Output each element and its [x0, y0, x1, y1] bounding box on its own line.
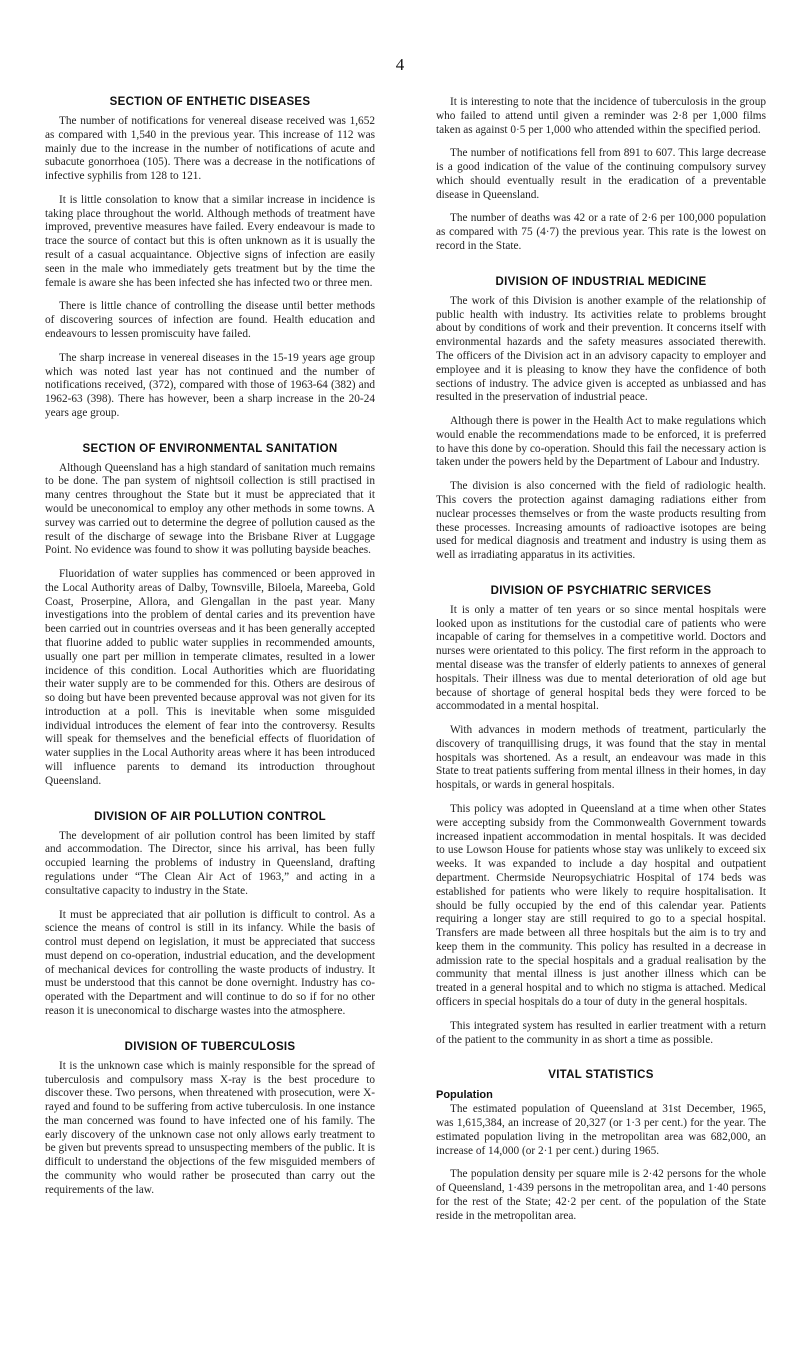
- section-enthetic-diseases: [45, 96, 375, 421]
- section-industrial-medicine: [436, 276, 766, 563]
- paragraph: This policy was adopted in Queensland at a time when other States were accepting subsidy from the Commonwealth Government towards increased inpatient accommodation in mental hospitals. It was decided to use Lowson House for patients whose stay was unlikely to exceed six weeks. It was expanded to include a day hospital and outpatient department. Chermside Neuropsychiatric Hospital of 174 beds was established for patients who were likely to require hospitalisation. It should be fully occupied by the end of this calendar year. Patients requiring a longer stay are still required to go to a special hospital. Transfers are made between all three hospitals but the aim is to try and keep them in the community. This policy has resulted in a decrease in admission rate to the special hospitals and a gradual realisation by the community that mental illness is just another illness which can be treated in a general hospital and to which no stigma is attached. Medical officers in special hospitals do a tour of duty in the general hospitals.: [436, 803, 766, 1008]
- left-column: [45, 96, 375, 1220]
- paragraph: It is the unknown case which is mainly responsible for the spread of tuberculosis and compulsory mass X-ray is the best procedure to discover these. Two persons, when threatened with prosecution, were X-rayed and found to be suffering from active tuberculosis. In one instance the man concerned was found to have infected one of his family. The early discovery of the unknown case not only allows early treatment to be given but prevents spread to unsuspecting members of the public. It is difficult to understand the objections of the few misguided members of the community who would rather be prosecuted than carry out the requirements of the law.: [45, 1059, 375, 1196]
- paragraph: The work of this Division is another example of the relationship of public health with industry. Its activities relate to problems brought about by conditions of work and their prevention. It concerns itself with environmental hazards and the safety measures associated therewith. The officers of the Division act in an advisory capacity to employer and employee and it is pleasing to know they have the confidence of both sections of industry. The advice given is accepted as unbiassed and has resulted in the preservation of industrial peace.: [436, 294, 766, 404]
- paragraph: The number of notifications for venereal disease received was 1,652 as compared with 1,540 in the previous year. This increase of 112 was mainly due to the increase in the number of notifications of acute and subacute gonorrhoea (105). There was a decrease in the notifications of infective syphilis from 128 to 121.: [45, 115, 375, 183]
- paragraph: The number of deaths was 42 or a rate of 2·6 per 100,000 population as compared with 75 (4·7) the previous year. This rate is the lowest on record in the State.: [436, 212, 766, 253]
- paragraph: The estimated population of Queensland at 31st December, 1965, was 1,615,384, an increase of 20,327 (or 1·3 per cent.) for the year. The estimated population living in the metropolitan area was 682,000, an increase of 14,000 (or 2·1 per cent.) during 1965.: [436, 1103, 766, 1157]
- section-tuberculosis-continued: [436, 96, 766, 254]
- section-vital-statistics: [436, 1069, 766, 1223]
- paragraph: The number of notifications fell from 891 to 607. This large decrease is a good indication of the value of the continuing compulsory survey which should eventually result in the eradication of a preventable disease in Queensland.: [436, 147, 766, 201]
- paragraph: Although there is power in the Health Act to make regulations which would enable the recommendations made to be enforced, it is preferred to have this done by co-operation. Should this fail the necessary action is taken under the powers held by the Department of Labour and Industry.: [436, 415, 766, 469]
- section-heading: DIVISION OF TUBERCULOSIS: [124, 1040, 296, 1053]
- section-heading: DIVISION OF PSYCHIATRIC SERVICES: [490, 584, 712, 597]
- paragraph: The sharp increase in venereal diseases in the 15-19 years age group which was noted last year has not continued and the number of notifications received, (372), compared with those of 1963-64 (382) and 1962-63 (398). There has however, been a sharp increase in the 20-24 years age group.: [45, 351, 375, 419]
- section-tuberculosis: [45, 1041, 375, 1198]
- paragraph: Fluoridation of water supplies has commenced or been approved in the Local Authority areas of Dalby, Townsville, Biloela, Mareeba, Gold Coast, Proserpine, Allora, and Glengallan in the past year. Many investigations into the problem of dental caries and its prevention have been carried out in countries overseas and it has been generally accepted that fluorine added to public water supplies in recommended amounts, usually one part per million in temperate climates, resulted in a lower incidence of this condition. Local Authorities which are fluoridating their water supply are to be commended for this. Others are desirous of so doing but have been prevented because approval was not given for its introduction at a poll. This is inevitable when some misguided individual introduces the element of fear into the controversy. Results will speak for themselves and the beneficial effects of fluoridation of water supplies in the Local Authority areas where it has been introduced will influence parents to demand its introduction throughout Queensland.: [45, 568, 375, 787]
- paragraph: With advances in modern methods of treatment, particularly the discovery of tranquillising drugs, it was found that the stay in mental hospitals was shortened. As a result, an endeavour was made in this State to treat patients suffering from mental illness in their homes, in day hospitals, or wards in general hospitals.: [436, 724, 766, 792]
- paragraph: Although Queensland has a high standard of sanitation much remains to be done. The pan system of nightsoil collection is still practised in many centres throughout the State but it must be appreciated that it would be uneconomical to employ any other methods in some towns. A survey was carried out to determine the degree of pollution caused as the result of the discharge of sewage into the Brisbane River at Luggage Point. No evidence was found to show it was polluting bayside beaches.: [45, 461, 375, 557]
- section-heading: SECTION OF ENVIRONMENTAL SANITATION: [82, 442, 338, 455]
- section-heading: VITAL STATISTICS: [548, 1069, 654, 1082]
- section-psychiatric-services: [436, 585, 766, 1047]
- page-number: 4: [395, 55, 405, 74]
- section-heading: DIVISION OF INDUSTRIAL MEDICINE: [495, 275, 707, 288]
- section-heading: SECTION OF ENTHETIC DISEASES: [109, 96, 311, 108]
- paragraph: The division is also concerned with the field of radiologic health. This covers the protection against damaging radiations either from nuclear processes themselves or from the waste products resulting from these processes. Increasing amounts of radioactive isotopes are being used for medical diagnosis and treatment and industry is using them as well as irradiating apparatus in its activities.: [436, 480, 766, 562]
- paragraph: This integrated system has resulted in earlier treatment with a return of the patient to the community in as short a time as possible.: [436, 1019, 766, 1046]
- paragraph: It is interesting to note that the incidence of tuberculosis in the group who failed to attend until given a reminder was 2·8 per 1,000 films taken as against 0·5 per 1,000 who attended within the specified period.: [436, 96, 766, 136]
- paragraph: The development of air pollution control has been limited by staff and accommodation. The Director, since his arrival, has been fully occupied learning the problems of industry in Queensland, drafting regulations under “The Clean Air Act of 1963,” and acting in a consultative capacity to industry in the State.: [45, 829, 375, 897]
- paragraph: It is little consolation to know that a similar increase in incidence is taking place throughout the world. Although methods of treatment have improved, preventive measures have failed. Every endeavour is made to trace the source of contact but this is often unknown as it is usually the result of a casual acquaintance. Objective signs of infection are easily seen in the male who immediately gets treatment but by the time the female is aware she has been infected she has infected two or three men.: [45, 193, 375, 289]
- section-air-pollution-control: [45, 811, 375, 1019]
- paragraph: It is only a matter of ten years or so since mental hospitals were looked upon as institutions for the custodial care of patients who were incapable of caring for themselves in a competitive world. Doctors and nurses were orientated to this policy. The first reform in the approach to mental disease was the transfer of elderly patients to annexes of general hospitals. Their illness was due to mental deterioration of old age but because of shortage of general hospital beds they were forced to be accommodated in a mental hospital.: [436, 603, 766, 713]
- right-column: [436, 96, 766, 1246]
- section-heading: DIVISION OF AIR POLLUTION CONTROL: [94, 810, 326, 823]
- section-environmental-sanitation: [45, 443, 375, 789]
- paragraph: The population density per square mile is 2·42 persons for the whole of Queensland, 1·439 persons in the metropolitan area, and 1·40 persons for the rest of the State; 42·2 per cent. of the population of the State reside in the metropolitan area.: [436, 1168, 766, 1222]
- paragraph: There is little chance of controlling the disease until better methods of discovering sources of infection are found. Health education and endeavours to lessen promiscuity have failed.: [45, 300, 375, 340]
- paragraph: It must be appreciated that air pollution is difficult to control. As a science the means of control is still in its infancy. While the basis of control must depend on legislation, it must be appreciated that success must depend on co-operation, industrial education, and the development of mechanical devices for controlling the waste products of industry. It must be understood that this cannot be done overnight. Industry has co-operated with the Department and will continue to do so if for no other reason it is uneconomical to discharge wastes into the atmosphere.: [45, 908, 375, 1017]
- subsection-heading: Population: [436, 1089, 493, 1102]
